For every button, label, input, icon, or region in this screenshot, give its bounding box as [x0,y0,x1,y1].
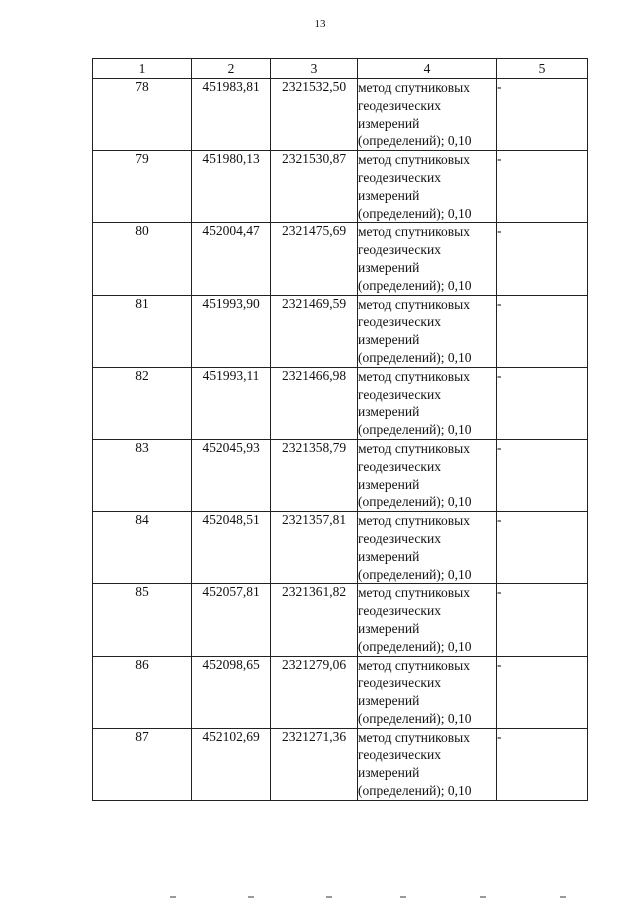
method-line: метод спутниковых [358,80,470,95]
method-line: метод спутниковых [358,585,470,601]
column-header-5: 5 [497,59,588,79]
y-coordinate-cell: 2321279,06 [271,656,358,728]
method-line: (определений); 0,10 [358,566,472,582]
method-line: (определений); 0,10 [358,638,472,654]
method-cell [358,584,497,656]
method-line: геодезических [358,242,441,258]
y-coordinate-cell: 2321466,98 [271,367,358,439]
method-line: метод спутниковых [358,729,470,745]
y-coordinate-cell: 2321357,81 [271,512,358,584]
y-coordinate-cell: 2321532,50 [271,79,358,151]
y-coordinate-cell: 2321469,59 [271,295,358,367]
method-line: (определений); 0,10 [358,277,472,293]
note-cell: - [497,439,588,511]
y-coordinate-cell: 2321358,79 [271,439,358,511]
point-number-cell: 84 [93,512,192,584]
point-number-cell: 79 [93,151,192,223]
method-cell [358,439,497,511]
method-line: метод спутниковых [358,224,470,240]
y-coordinate-cell: 2321361,82 [271,584,358,656]
method-line: измерений [358,404,420,420]
method-cell [358,512,497,584]
method-line: метод спутниковых [358,296,470,312]
method-cell [358,656,497,728]
point-number-cell: 81 [93,295,192,367]
column-header-2: 2 [192,59,271,79]
table-row [93,439,588,511]
method-cell [358,295,497,367]
method-line: (определений); 0,10 [358,349,472,365]
note-cell: - [497,79,588,151]
point-number-cell: 83 [93,439,192,511]
note-cell: - [497,151,588,223]
table-row [93,367,588,439]
method-line: (определений); 0,10 [358,205,472,221]
method-line: (определений); 0,10 [358,710,472,726]
method-line: метод спутниковых [358,440,470,456]
x-coordinate-cell: 452048,51 [192,512,271,584]
method-line: (определений); 0,10 [358,133,472,149]
table-body [93,79,588,801]
method-line: метод спутниковых [358,657,470,673]
method-line: измерений [358,187,420,203]
x-coordinate-cell: 451993,11 [192,367,271,439]
table-row [93,79,588,151]
method-line: (определений); 0,10 [358,783,472,799]
point-number-cell: 82 [93,367,192,439]
point-number-cell: 87 [93,728,192,800]
point-number-cell: 80 [93,223,192,295]
method-line: геодезических [358,530,441,546]
x-coordinate-cell: 452102,69 [192,728,271,800]
column-header-1: 1 [93,59,192,79]
method-line: измерений [358,332,420,348]
y-coordinate-cell: 2321530,87 [271,151,358,223]
method-line: измерений [358,693,420,709]
column-header-3: 3 [271,59,358,79]
method-line: геодезических [358,169,441,185]
method-cell [358,367,497,439]
table-row [93,223,588,295]
x-coordinate-cell: 452098,65 [192,656,271,728]
method-cell [358,79,497,151]
point-number-cell: 86 [93,656,192,728]
table-row [93,728,588,800]
method-line: геодезических [358,675,441,691]
note-cell: - [497,512,588,584]
method-line: (определений); 0,10 [358,494,472,510]
method-line: измерений [358,620,420,636]
point-number-cell: 78 [93,79,192,151]
table-row [93,656,588,728]
scan-artifact-marks [150,896,600,900]
note-cell: - [497,295,588,367]
table-header-row [93,59,588,79]
method-line: измерений [358,476,420,492]
method-line: метод спутниковых [358,152,470,168]
page-number: 13 [314,18,326,30]
x-coordinate-cell: 452045,93 [192,439,271,511]
method-line: геодезических [358,458,441,474]
method-line: (определений); 0,10 [358,422,472,438]
x-coordinate-cell: 451993,90 [192,295,271,367]
method-line: геодезических [358,603,441,619]
method-line: метод спутниковых [358,513,470,529]
note-cell: - [497,584,588,656]
method-line: геодезических [358,386,441,402]
method-line: измерений [358,115,420,131]
x-coordinate-cell: 451983,81 [192,79,271,151]
note-cell: - [497,728,588,800]
note-cell: - [497,223,588,295]
table-row [93,151,588,223]
method-cell [358,151,497,223]
method-line: геодезических [358,97,441,113]
column-header-4: 4 [358,59,497,79]
method-line: измерений [358,259,420,275]
table-row [93,512,588,584]
x-coordinate-cell: 452057,81 [192,584,271,656]
method-line: измерений [358,548,420,564]
note-cell: - [497,367,588,439]
method-cell [358,223,497,295]
method-line: геодезических [358,747,441,763]
table-row [93,295,588,367]
x-coordinate-cell: 452004,47 [192,223,271,295]
point-number-cell: 85 [93,584,192,656]
y-coordinate-cell: 2321271,36 [271,728,358,800]
method-line: измерений [358,765,420,781]
method-line: метод спутниковых [358,368,470,384]
coordinates-table [92,58,588,801]
method-cell [358,728,497,800]
method-line: геодезических [358,314,441,330]
y-coordinate-cell: 2321475,69 [271,223,358,295]
table-row [93,584,588,656]
x-coordinate-cell: 451980,13 [192,151,271,223]
note-cell: - [497,656,588,728]
